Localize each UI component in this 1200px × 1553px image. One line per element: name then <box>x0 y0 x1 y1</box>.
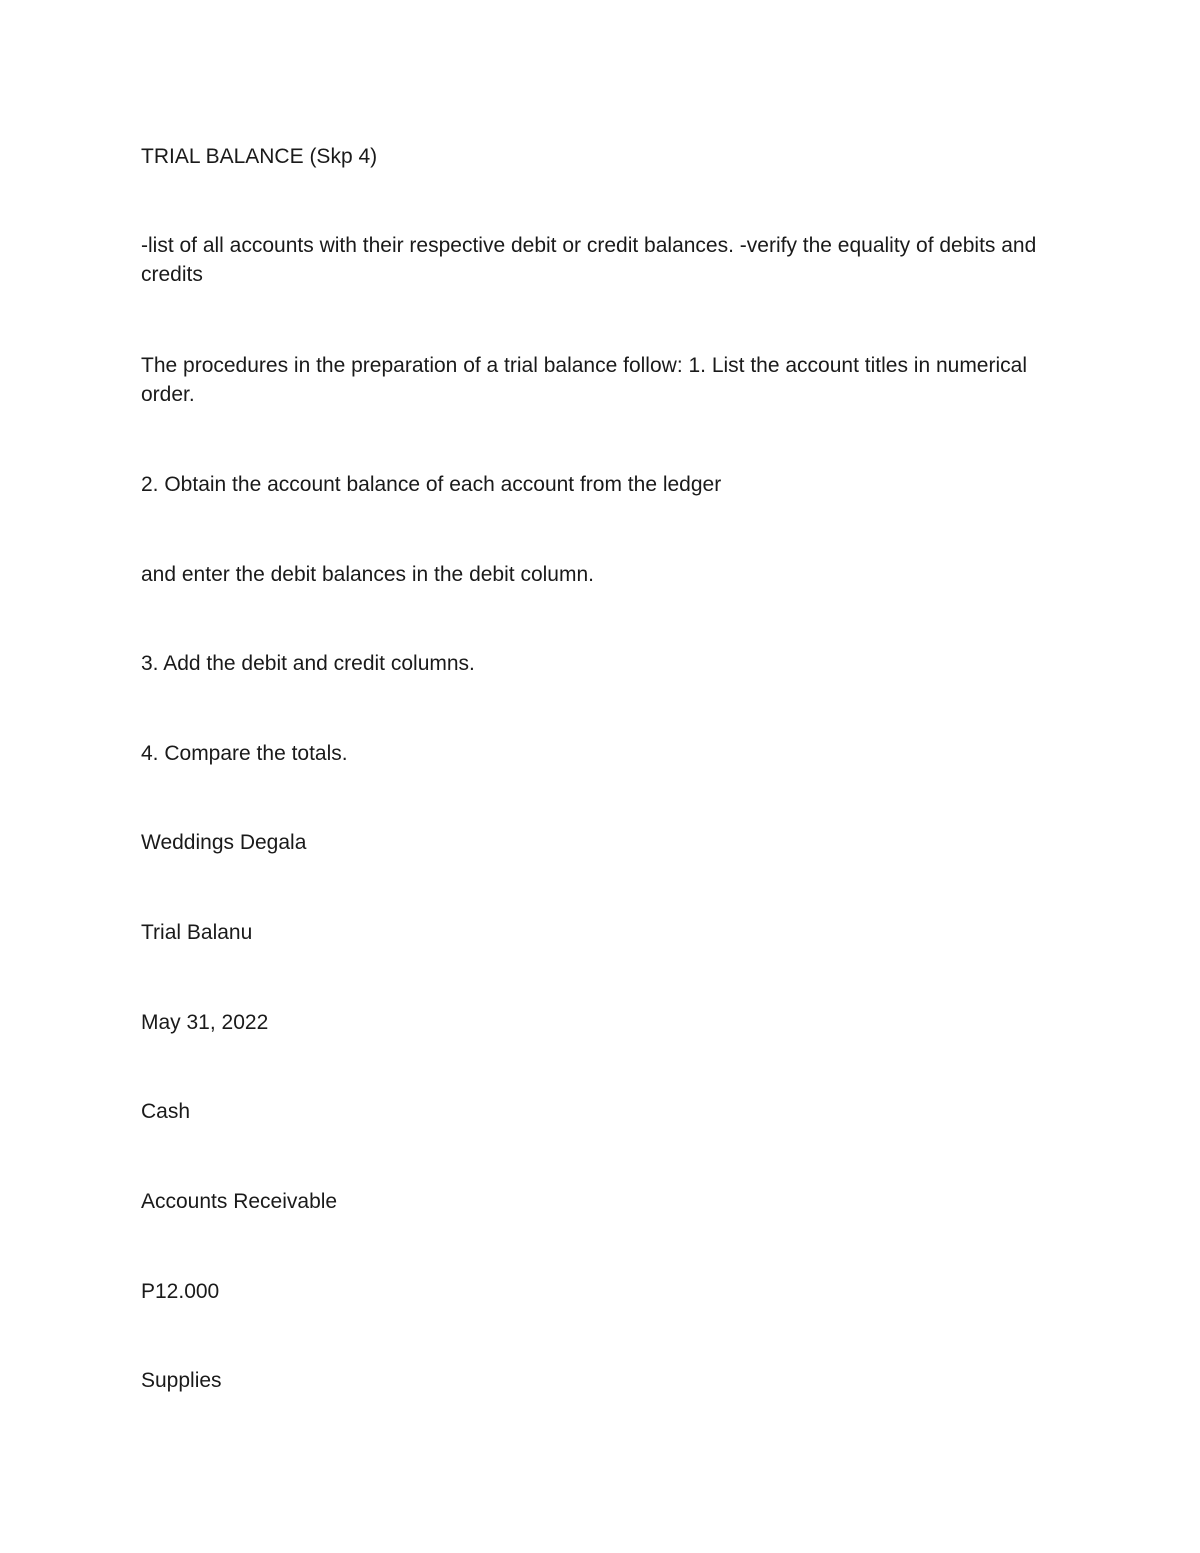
procedure-step-3: 3. Add the debit and credit columns. <box>141 652 475 675</box>
procedure-step-2: 2. Obtain the account balance of each account from the ledger <box>141 473 722 496</box>
account-receivable: Accounts Receivable <box>141 1190 338 1213</box>
statement-date: May 31, 2022 <box>141 1011 269 1034</box>
amount-value: P12.000 <box>141 1280 220 1303</box>
procedure-step-2-continued: and enter the debit balances in the debit column. <box>141 563 594 586</box>
procedure-step-1: The procedures in the preparation of a trial balance follow: 1. List the account titles in numerical order. <box>141 354 1027 406</box>
statement-name: Trial Balanu <box>141 921 253 944</box>
document-title: TRIAL BALANCE (Skp 4) <box>141 145 378 168</box>
definition-paragraph: -list of all accounts with their respective debit or credit balances. -verify the equality of debits and credits <box>141 234 1037 286</box>
account-supplies: Supplies <box>141 1369 222 1392</box>
procedure-step-4: 4. Compare the totals. <box>141 742 348 765</box>
account-cash: Cash <box>141 1100 191 1123</box>
company-name: Weddings Degala <box>141 831 307 854</box>
